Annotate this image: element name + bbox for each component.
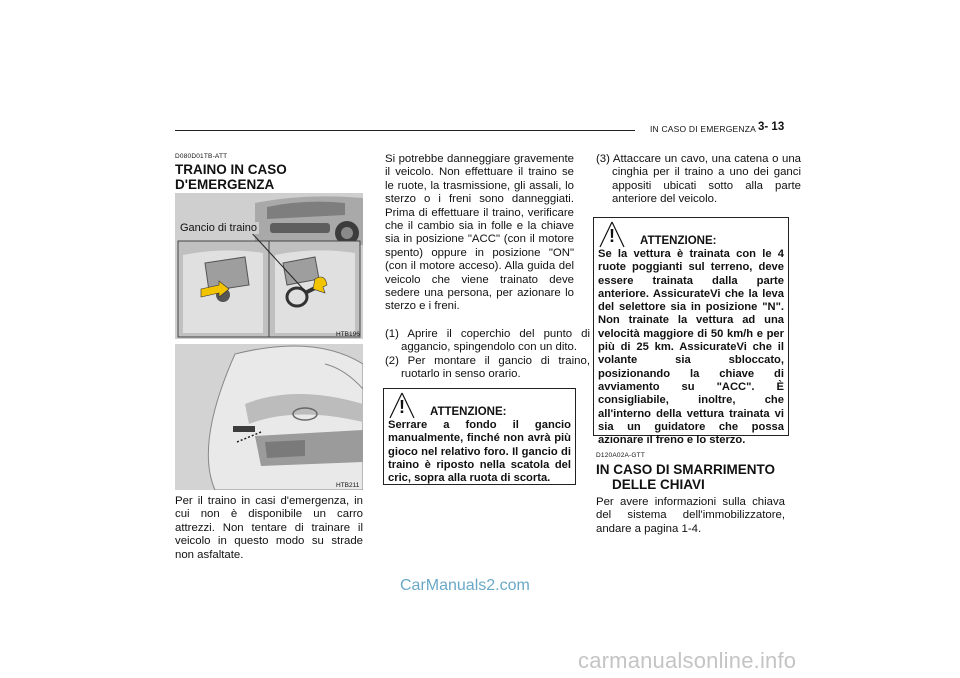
section-title (175, 162, 375, 192)
tow-hook-callout: Gancio di traino (180, 222, 258, 234)
svg-text:!: ! (609, 226, 615, 246)
step-3: (3) Attaccare un cavo, una catena o una cinghia per il traino a uno dei ganci appositi ubicati sotto alla parte anteriore del veicolo. (596, 153, 801, 206)
photo1-id: HTB196 (336, 331, 360, 338)
section-title-line1: IN CASO DI SMARRIMENTO (596, 462, 776, 477)
section-title-line1: TRAINO IN CASO (175, 162, 287, 177)
tow-hook-illustration (175, 193, 363, 339)
warning-header (388, 389, 571, 419)
tow-hook-photo (175, 193, 363, 339)
car-front-photo (175, 344, 363, 490)
section-code: D120A02A-GTT (596, 452, 646, 459)
warning-text: Serrare a fondo il gancio manualmente, finché non avrà più gioco nel relativo foro. Il gancio di traino è riposto nella scatola del cric, sopra alla ruota di scorta. (388, 419, 571, 485)
section-title (596, 462, 796, 492)
carmanualsonline-watermark[interactable]: carmanualsonline.info (578, 648, 797, 673)
step-2: (2) Per montare il gancio di traino, ruotarlo in senso orario. (385, 355, 590, 381)
warning-triangle-icon (388, 391, 416, 419)
photo2-id: HTB211 (336, 482, 360, 489)
page-number: 3- 13 (758, 121, 785, 133)
section-title-line2: DELLE CHIAVI (612, 477, 705, 492)
warning-box-towing (593, 217, 789, 447)
section-title-line2: D'EMERGENZA (175, 177, 275, 192)
warning-header (598, 218, 784, 248)
warning-title: ATTENZIONE: (430, 406, 507, 418)
running-header: IN CASO DI EMERGENZA (650, 124, 757, 134)
svg-text:!: ! (399, 397, 405, 417)
lost-keys-paragraph: Per avere informazioni sulla chiava del sistema dell'immobilizzatore, andare a pagina 1-4. (596, 496, 785, 535)
warning-title: ATTENZIONE: (640, 235, 717, 247)
car-front-illustration (175, 344, 363, 490)
header-rule (175, 130, 635, 131)
section-code: D080D01TB-ATT (175, 153, 228, 160)
warning-triangle-icon (598, 220, 626, 248)
carmanuals2-watermark[interactable]: CarManuals2.com (400, 577, 530, 594)
step-1: (1) Aprire il coperchio del punto di aggancio, spingendolo con un dito. (385, 328, 590, 354)
towing-precautions-paragraph: Si potrebbe danneggiare gravemente il veicolo. Non effettuare il traino se le ruote, la trasmissione, gli assali, lo sterzo o i freni sono danneggiati. Prima di effettuare il traino, verificare che il cambio sia in folle e la chiave sia in posizione "ACC" (con il motore spento) oppure in posizione "ON" (con il motore acceso). Alla guida del veicolo che viene trainato deve sedere una persona, per azionare lo sterzo e i freni. (385, 153, 574, 313)
intro-paragraph: Per il traino in casi d'emergenza, in cui non è disponibile un carro attrezzi. Non tentare di trainare il veicolo in questo modo su strade non asfaltate. (175, 495, 363, 561)
warning-text: Se la vettura è trainata con le 4 ruote poggianti sul terreno, deve essere trainata dalla parte anteriore. AssicurateVi che la leva del selettore sia in posizione "N". Non trainate la vettura ad una velocità maggiore di 50 km/h e per più di 25 km. AssicurateVi che il volante sia sbloccato, posizionando la chiave di avviamento su "ACC". È consigliabile, inoltre, che all'interno della vettura trainata vi sia un guidatore che possa azionare il freno e lo sterzo. (598, 248, 784, 447)
warning-box-hook (383, 388, 576, 485)
